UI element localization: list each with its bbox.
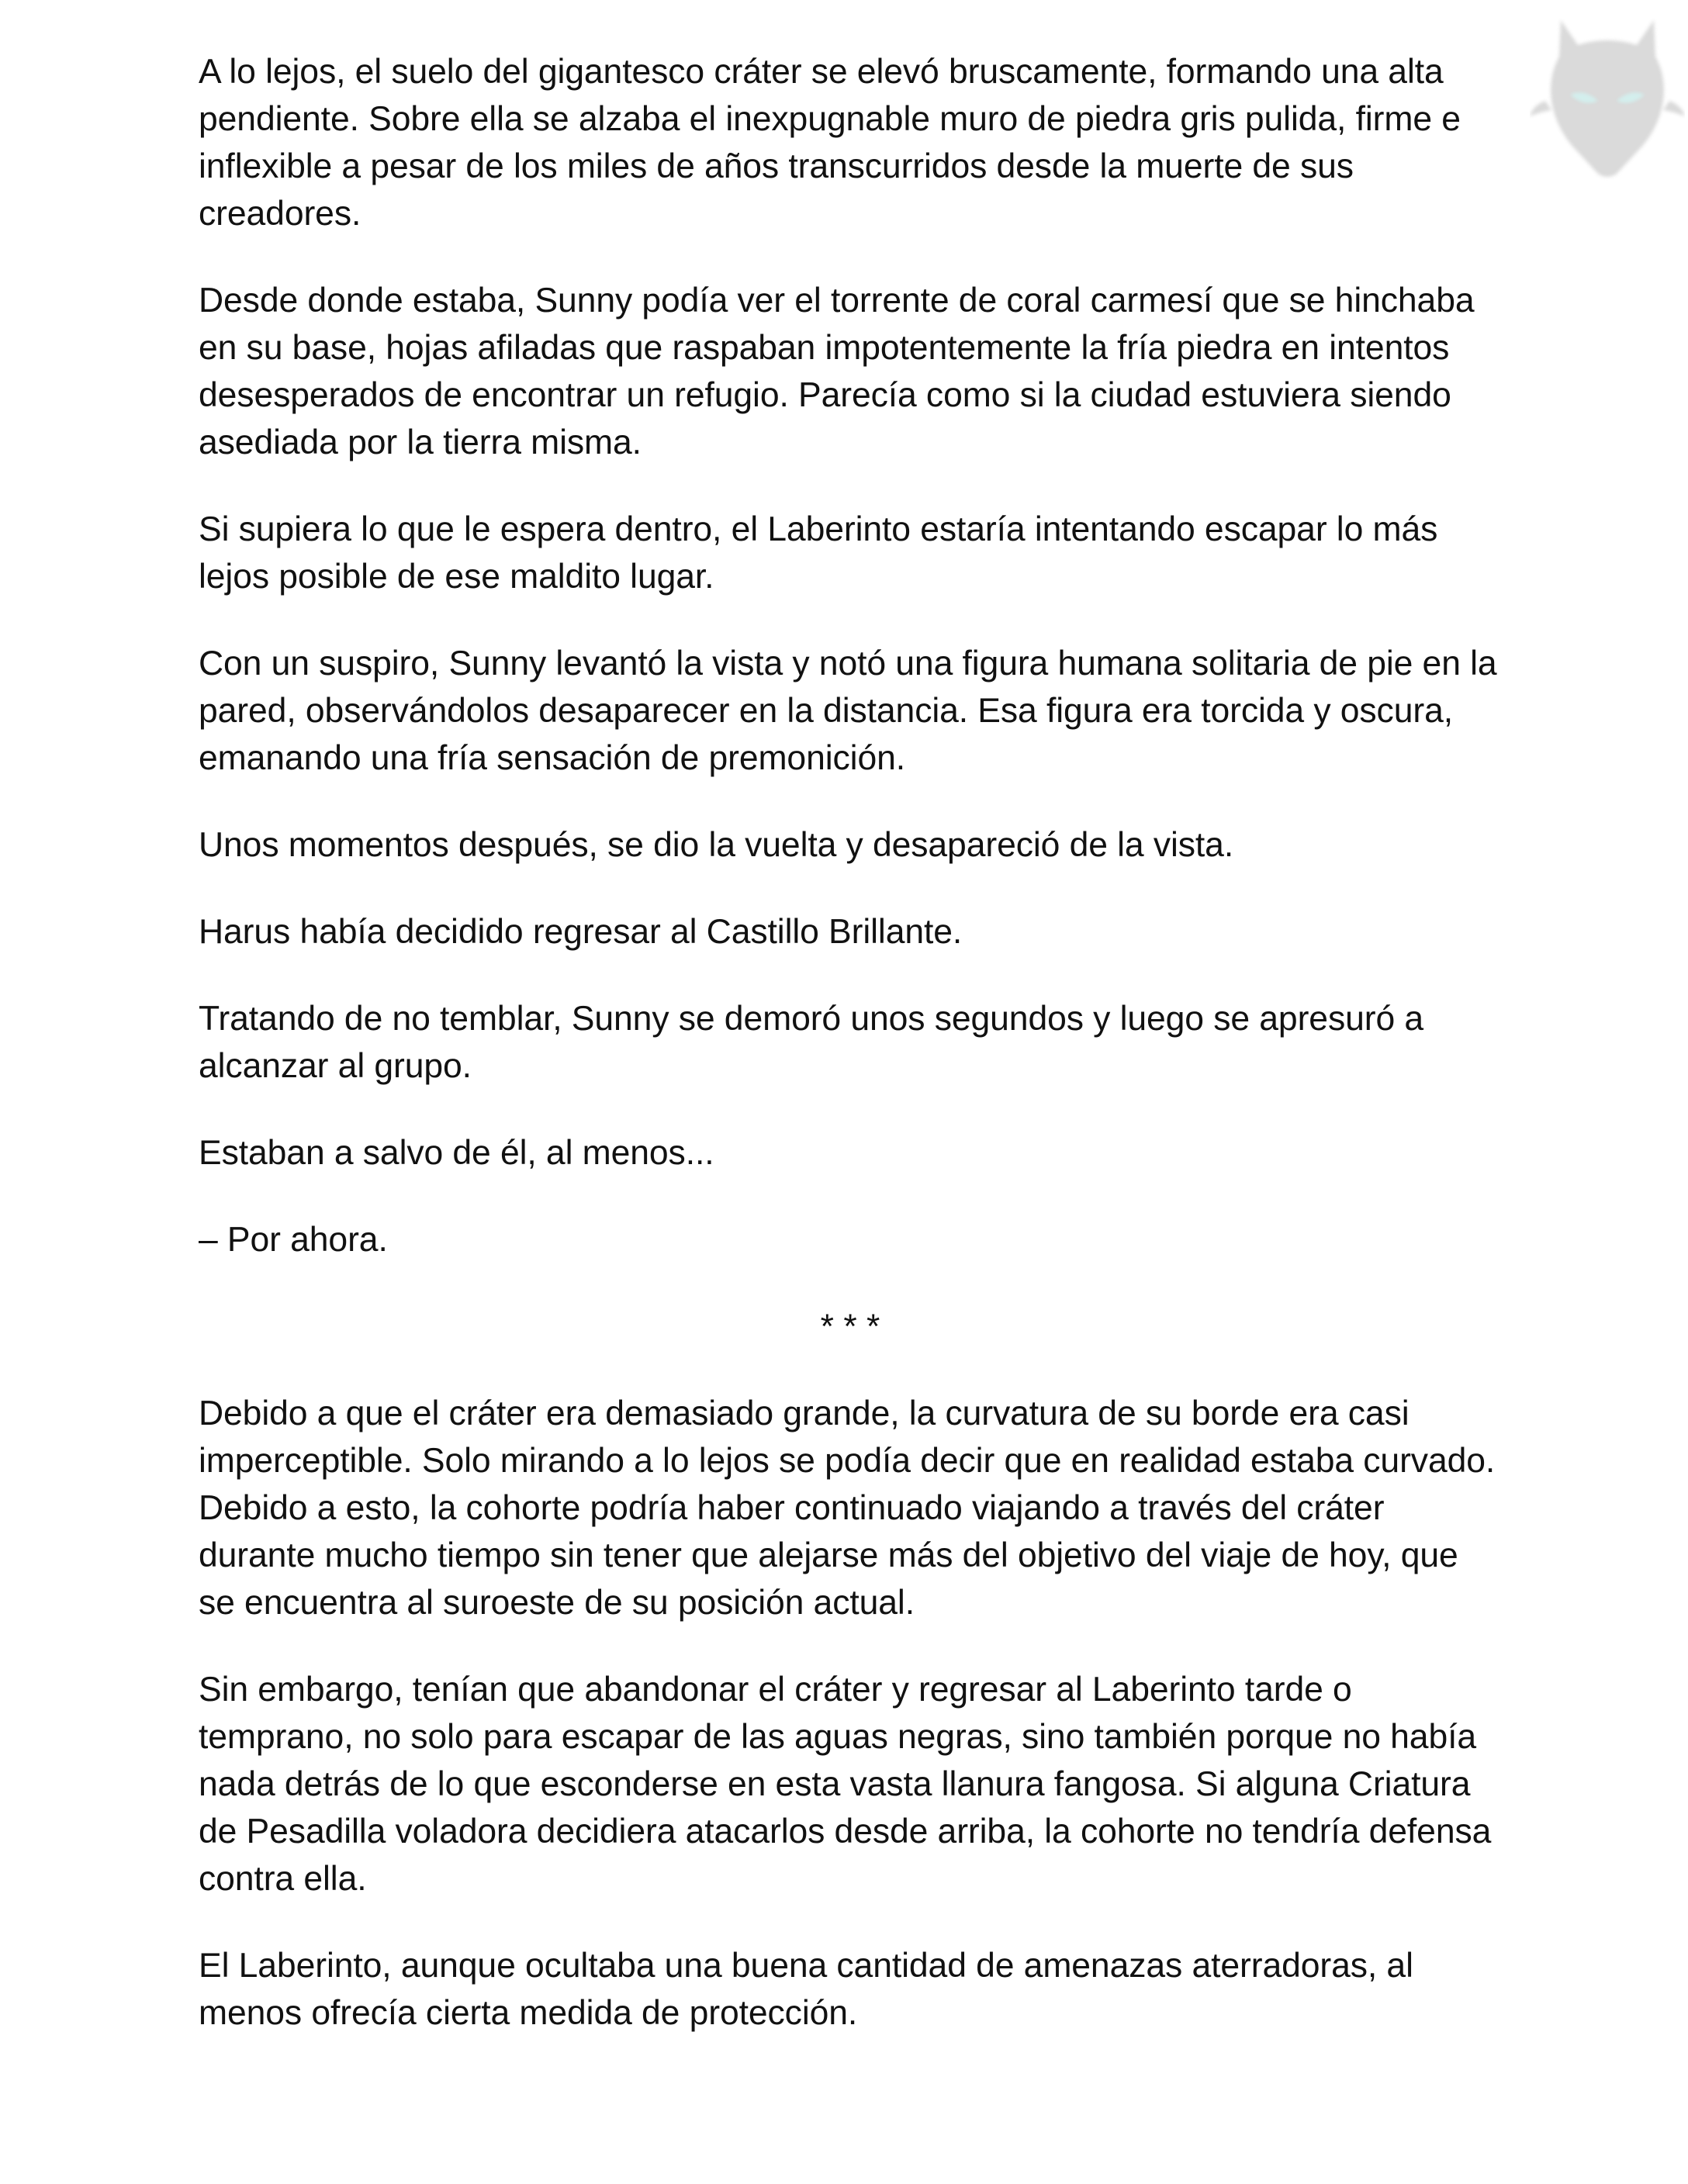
scene-separator: * * * bbox=[820, 1308, 880, 1346]
paragraph: El Laberinto, aunque ocultaba una buena cantidad de amenazas aterradoras, al menos ofrecía cierta medida de protección. bbox=[199, 1947, 1413, 2032]
paragraph: Debido a que el cráter era demasiado grande, la curvatura de su borde era casi imperceptible. Solo mirando a lo lejos se podía decir que en realidad estaba curvado. Debido a esto, la cohorte podría haber continuado viajando a través del cráter durante mucho tiempo sin tener que alejarse más del objetivo del viaje de hoy, que se encuentra al suroeste de su posición actual. bbox=[199, 1394, 1496, 1622]
paragraph: Tratando de no temblar, Sunny se demoró unos segundos y luego se apresuró a alcanzar al grupo. bbox=[199, 1000, 1424, 1085]
paragraph: Estaban a salvo de él, al menos... bbox=[199, 1134, 714, 1172]
paragraph: Desde donde estaba, Sunny podía ver el torrente de coral carmesí que se hinchaba en su base, hojas afiladas que raspaban impotentemente la fría piedra en intentos desesperados de encontrar un refugio. Parecía como si la ciudad estuviera siendo asediada por la tierra misma. bbox=[199, 282, 1475, 461]
paragraph: Con un suspiro, Sunny levantó la vista y notó una figura humana solitaria de pie en la pared, observándolos desaparecer en la distancia. Esa figura era torcida y oscura, emanando una fría sensación de premonición. bbox=[199, 644, 1497, 777]
demon-head-icon bbox=[1530, 14, 1685, 185]
paragraph: A lo lejos, el suelo del gigantesco cráter se elevó bruscamente, formando una alta pendiente. Sobre ella se alzaba el inexpugnable muro de piedra gris pulida, firme e inflexible a pesar de los miles de años transcurridos desde la muerte de sus creadores. bbox=[199, 53, 1461, 233]
paragraph: Sin embargo, tenían que abandonar el cráter y regresar al Laberinto tarde o temprano, no solo para escapar de las aguas negras, sino también porque no había nada detrás de lo que esconderse en esta vasta llanura fangosa. Si alguna Criatura de Pesadilla voladora decidiera atacarlos desde arriba, la cohorte no tendría defensa contra ella. bbox=[199, 1671, 1492, 1898]
paragraph: Unos momentos después, se dio la vuelta y desapareció de la vista. bbox=[199, 826, 1234, 864]
paragraph: Si supiera lo que le espera dentro, el Laberinto estaría intentando escapar lo más lejos posible de ese maldito lugar. bbox=[199, 510, 1438, 596]
paragraph: Harus había decidido regresar al Castillo Brillante. bbox=[199, 913, 963, 951]
document-page bbox=[199, 48, 1502, 2076]
paragraph: – Por ahora. bbox=[199, 1221, 388, 1259]
